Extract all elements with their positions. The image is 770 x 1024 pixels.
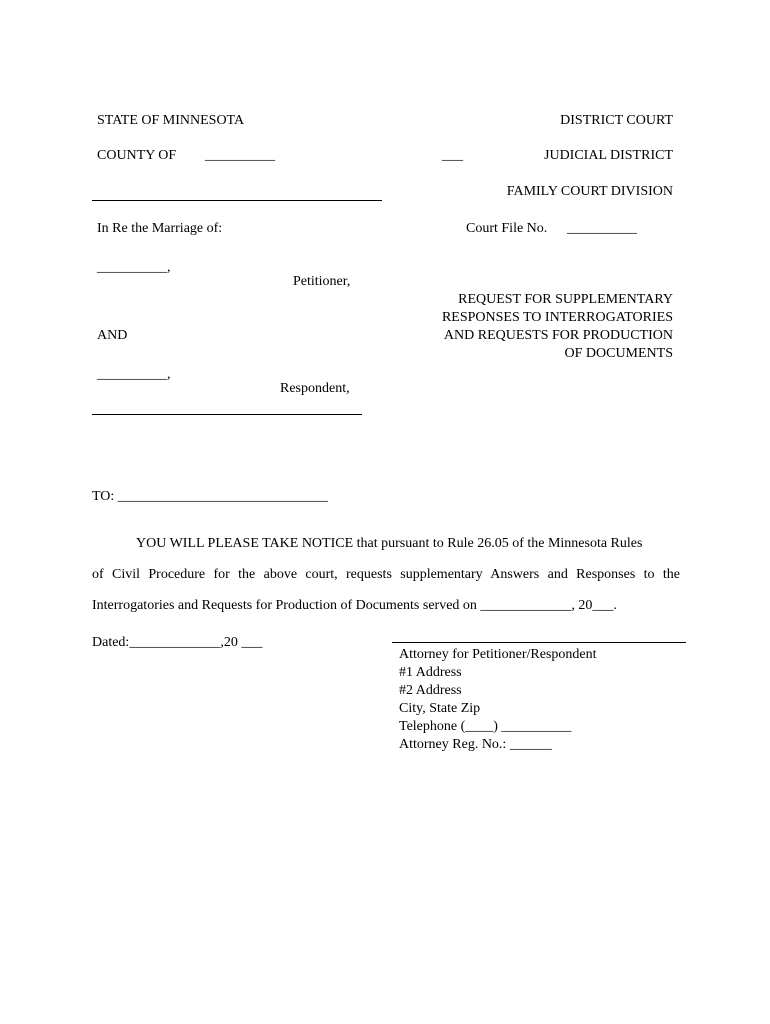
signature-line	[392, 642, 686, 643]
petitioner-name-blank: __________,	[97, 260, 171, 275]
county-label: COUNTY OF	[97, 148, 177, 163]
document-title-line-4: OF DOCUMENTS	[564, 346, 673, 361]
body-line-1: YOU WILL PLEASE TAKE NOTICE that pursuant to Rule 26.05 of the Minnesota Rules	[136, 536, 643, 551]
document-title-line-1: REQUEST FOR SUPPLEMENTARY	[458, 292, 673, 307]
caption-divider-bottom	[92, 414, 362, 415]
to-line: TO: ______________________________	[92, 489, 328, 504]
dated-line: Dated:_____________,20 ___	[92, 635, 263, 650]
caption-divider-top	[92, 200, 382, 201]
court-file-label: Court File No.	[466, 221, 548, 236]
district-number-blank: ___	[442, 148, 463, 163]
respondent-name-blank: __________,	[97, 367, 171, 382]
document-title-line-2: RESPONSES TO INTERROGATORIES	[441, 310, 673, 325]
court-heading: DISTRICT COURT	[560, 113, 673, 128]
county-blank: __________	[205, 148, 275, 163]
division-label: FAMILY COURT DIVISION	[506, 184, 673, 199]
body-line-3: Interrogatories and Requests for Production of Documents served on _____________, 20___.	[92, 598, 617, 613]
and-label: AND	[97, 328, 128, 343]
document-title-line-3: AND REQUESTS FOR PRODUCTION	[443, 328, 673, 343]
petitioner-label: Petitioner,	[293, 274, 351, 289]
signature-line-4: City, State Zip	[399, 701, 481, 716]
state-heading: STATE OF MINNESOTA	[97, 113, 245, 128]
signature-line-2: #1 Address	[399, 665, 462, 680]
respondent-label: Respondent,	[280, 381, 350, 396]
court-file-blank: __________	[567, 221, 637, 236]
signature-line-1: Attorney for Petitioner/Respondent	[399, 647, 597, 662]
signature-line-5: Telephone (____) __________	[399, 719, 572, 734]
in-re-label: In Re the Marriage of:	[97, 221, 223, 236]
signature-line-6: Attorney Reg. No.: ______	[399, 737, 552, 752]
signature-line-3: #2 Address	[399, 683, 462, 698]
body-line-2: of Civil Procedure for the above court, requests supplementary Answers and Responses to the	[92, 567, 680, 582]
judicial-district-label: JUDICIAL DISTRICT	[544, 148, 673, 163]
